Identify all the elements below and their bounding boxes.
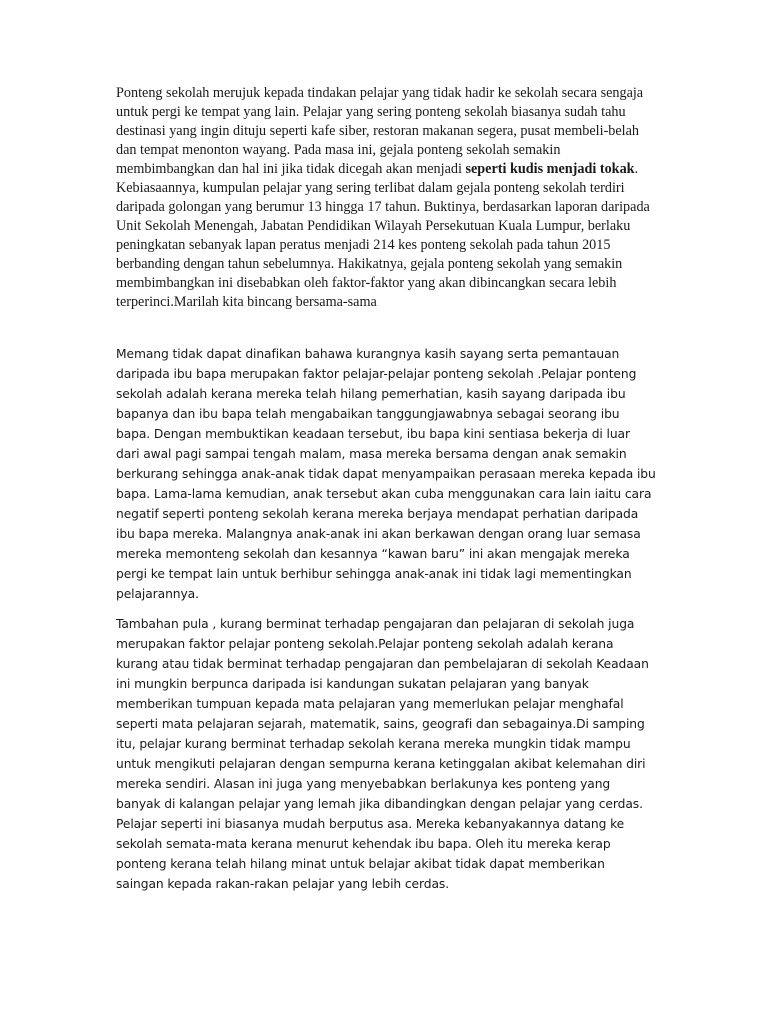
intro-paragraph bbox=[116, 84, 656, 312]
intro-bold-phrase: seperti kudis menjadi tokak bbox=[465, 161, 635, 177]
intro-text-start: Ponteng sekolah merujuk kepada tindakan pelajar yang tidak hadir ke sekolah secara sengaja untuk pergi ke tempat yang lain. Pelajar yang sering ponteng sekolah biasanya sudah tahu destinasi yang ingin dituju seperti kafe siber, restoran makanan segera, pusat membeli-belah dan tempat menonton wayang. Pada masa ini, gejala ponteng sekolah semakin membimbangkan dan hal ini jika tidak dicegah akan menjadi bbox=[116, 85, 644, 177]
document-page bbox=[116, 84, 656, 894]
body-paragraph-1: Memang tidak dapat dinafikan bahawa kurangnya kasih sayang serta pemantauan daripada ibu bapa merupakan faktor pelajar-pelajar ponteng sekolah .Pelajar ponteng sekolah adalah kerana mereka telah hilang pemerhatian, kasih sayang daripada ibu bapanya dan ibu bapa telah mengabaikan tanggungjawabnya sebagai seorang ibu bapa. Dengan membuktikan keadaan tersebut, ibu bapa kini sentiasa bekerja di luar dari awal pagi sampai tengah malam, masa mereka bersama dengan anak semakin berkurang sehingga anak-anak tidak dapat menyampaikan perasaan mereka kepada ibu bapa. Lama-lama kemudian, anak tersebut akan cuba menggunakan cara lain iaitu cara negatif seperti ponteng sekolah kerana mereka berjaya mendapat perhatian daripada ibu bapa mereka. Malangnya anak-anak ini akan berkawan dengan orang luar semasa mereka memonteng sekolah dan kesannya “kawan baru” ini akan mengajak mereka pergi ke tempat lain untuk berhibur sehingga anak-anak ini tidak lagi mementingkan pelajarannya. bbox=[116, 347, 656, 601]
intro-text-end: . Kebiasaannya, kumpulan pelajar yang sering terlibat dalam gejala ponteng sekolah terdiri daripada golongan yang berumur 13 hingga 17 tahun. Buktinya, berdasarkan laporan daripada Unit Sekolah Menengah, Jabatan Pendidikan Wilayah Persekutuan Kuala Lumpur, berlaku peningkatan sebanyak lapan peratus menjadi 214 kes ponteng sekolah pada tahun 2015 berbanding dengan tahun sebelumnya. Hakikatnya, gejala ponteng sekolah yang semakin membimbangkan ini disebabkan oleh faktor-faktor yang akan dibincangkan secara lebih terperinci.Marilah kita bincang bersama-sama bbox=[116, 161, 650, 310]
body-paragraph-2: Tambahan pula , kurang berminat terhadap pengajaran dan pelajaran di sekolah juga merupakan faktor pelajar ponteng sekolah.Pelajar ponteng sekolah adalah kerana kurang atau tidak berminat terhadap pengajaran dan pembelajaran di sekolah Keadaan ini mungkin berpunca daripada isi kandungan sukatan pelajaran yang banyak memberikan tumpuan kepada mata pelajaran yang memerlukan pelajar menghafal seperti mata pelajaran sejarah, matematik, sains, geografi dan sebagainya.Di samping itu, pelajar kurang berminat terhadap sekolah kerana mereka mungkin tidak mampu untuk mengikuti pelajaran dengan sempurna kerana ketinggalan akibat kelemahan diri mereka sendiri. Alasan ini juga yang menyebabkan berlakunya kes ponteng yang banyak di kalangan pelajar yang lemah jika dibandingkan dengan pelajar yang cerdas. Pelajar seperti ini biasanya mudah berputus asa. Mereka kebanyakannya datang ke sekolah semata-mata kerana menurut kehendak ibu bapa. Oleh itu mereka kerap ponteng kerana telah hilang minat untuk belajar akibat tidak dapat memberikan saingan kepada rakan-rakan pelajar yang lebih cerdas. bbox=[116, 617, 649, 891]
